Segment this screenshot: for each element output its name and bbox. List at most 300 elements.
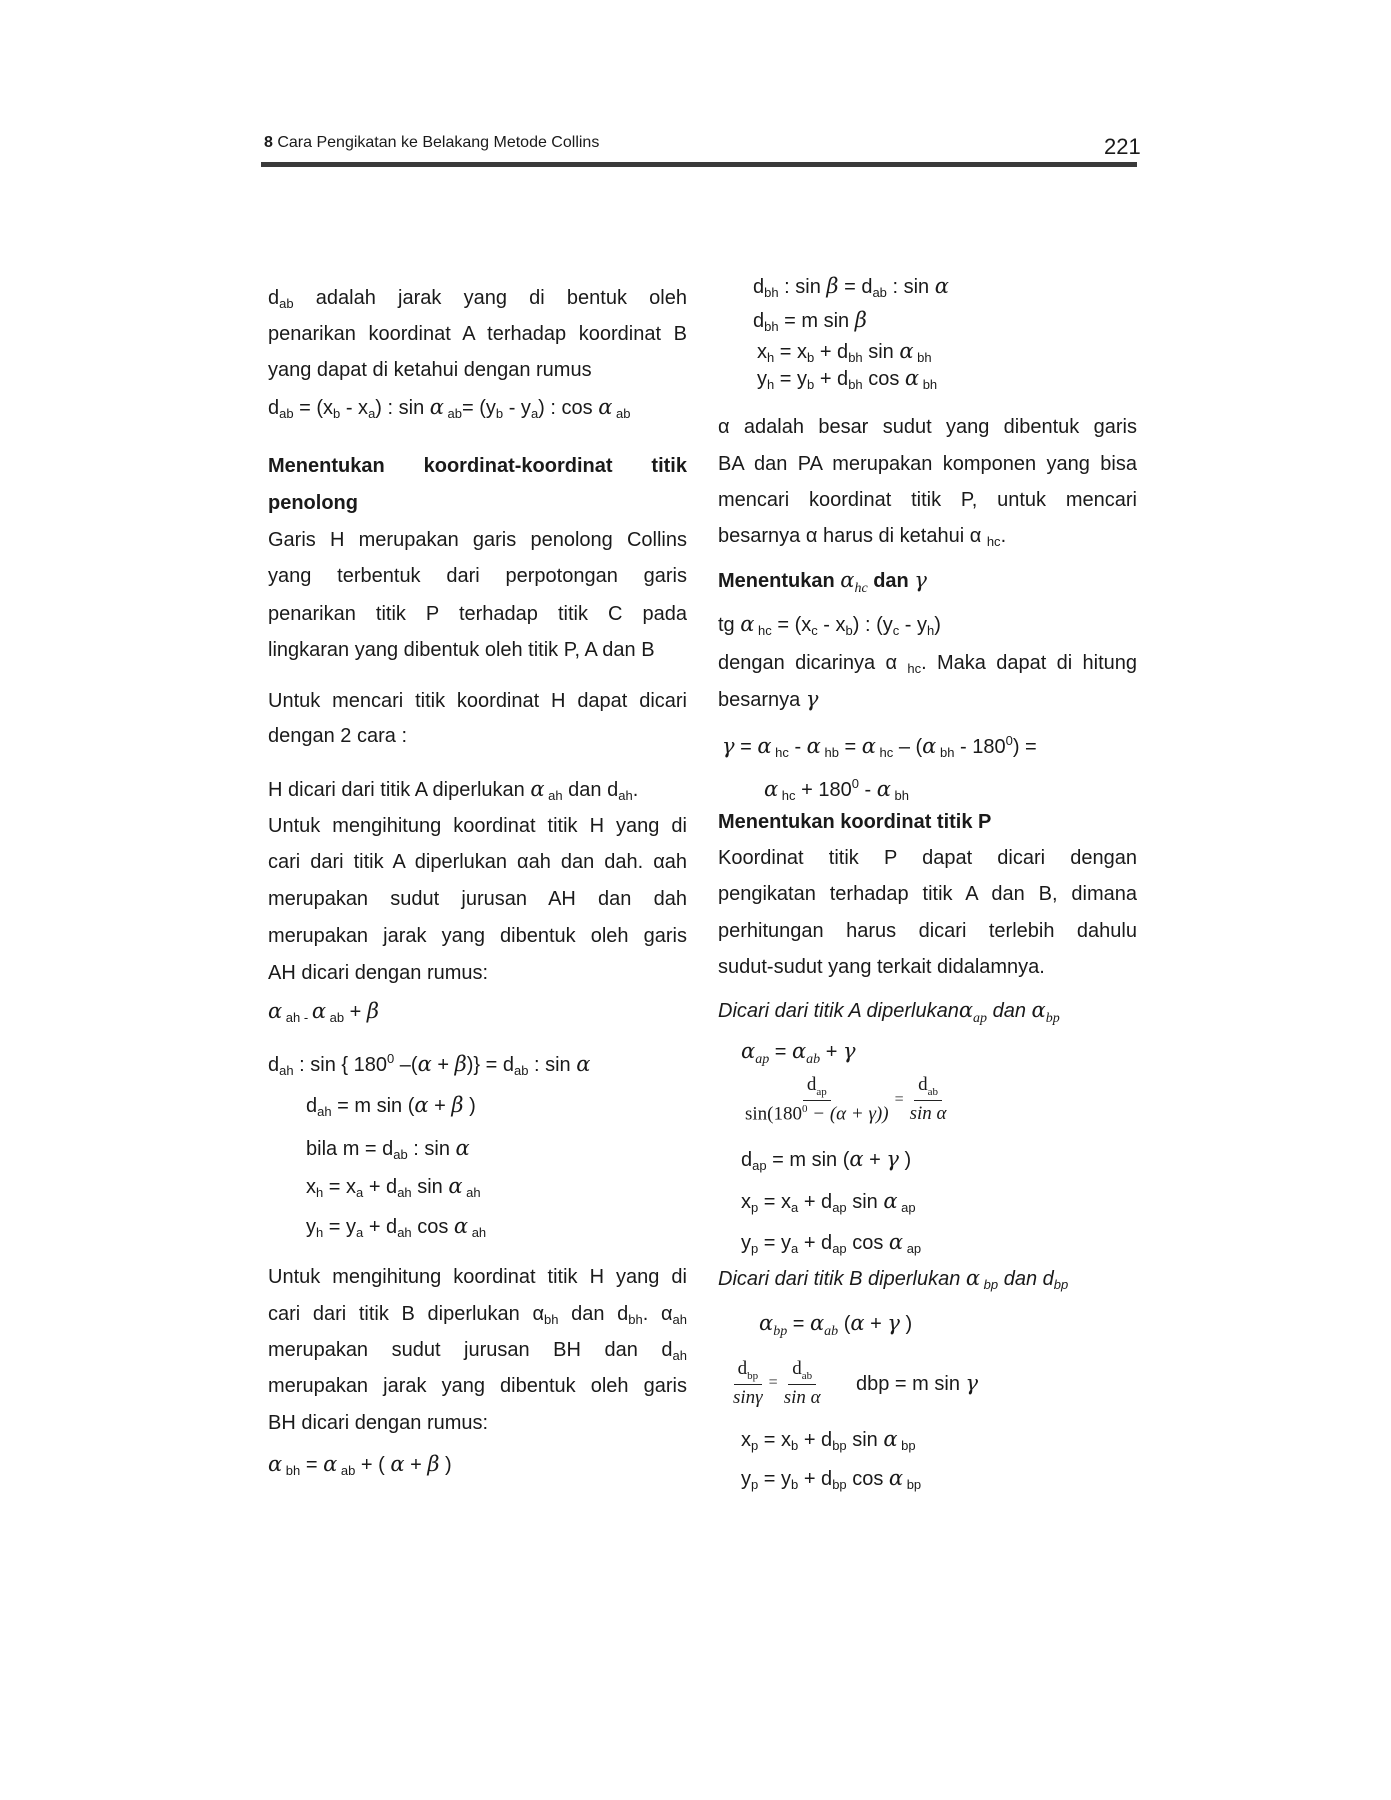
math-symbol: α bbox=[806, 734, 821, 758]
text-run: perhitungan harus dicari terlebih dahulu bbox=[718, 920, 1137, 942]
fraction-left bbox=[745, 1074, 889, 1125]
math-symbol: γ bbox=[722, 734, 735, 758]
math-symbol: α bbox=[888, 1230, 904, 1254]
text-line bbox=[268, 357, 687, 383]
math-symbol: γ bbox=[805, 687, 819, 711]
text-run: + bbox=[344, 1001, 367, 1023]
text-run: lingkaran yang dibentuk oleh titik P, A dan B bbox=[268, 639, 655, 661]
subscript: hc bbox=[854, 581, 868, 596]
text-run: d bbox=[741, 1149, 753, 1171]
math-symbol: α bbox=[876, 777, 891, 801]
text-line bbox=[268, 776, 687, 809]
text-line bbox=[268, 1373, 687, 1399]
text-run: d bbox=[753, 310, 765, 332]
text-run: = m sin ( bbox=[766, 1149, 850, 1171]
text-run: Garis H merupakan garis penolong Collins bbox=[268, 529, 687, 551]
text-line bbox=[268, 527, 687, 553]
text-run: Menentukan koordinat-koordinat titik bbox=[268, 455, 687, 477]
text-run: )} = d bbox=[466, 1054, 514, 1076]
text-line bbox=[718, 650, 1137, 682]
subscript: b bbox=[333, 406, 341, 421]
text-run: d bbox=[753, 276, 765, 298]
text-run: = (x bbox=[771, 614, 812, 636]
subscript: ab bbox=[337, 1463, 356, 1478]
text-line bbox=[718, 523, 1137, 555]
num-text: d bbox=[737, 1358, 748, 1379]
section-heading bbox=[718, 809, 1137, 835]
text-run: dengan dicarinya α bbox=[718, 652, 908, 674]
text-run: = y bbox=[758, 1468, 792, 1490]
subscript: b bbox=[845, 623, 853, 638]
subscript: h bbox=[316, 1185, 324, 1200]
text-run: x bbox=[741, 1191, 751, 1213]
subscript: b bbox=[495, 406, 504, 421]
text-run: + d bbox=[363, 1176, 398, 1198]
text-run: : sin { 180 bbox=[293, 1054, 387, 1076]
text-run: - x bbox=[340, 397, 369, 419]
num-text: d bbox=[806, 1074, 817, 1095]
math-symbol: β bbox=[427, 1452, 440, 1476]
superscript: 0 bbox=[851, 776, 859, 791]
den-rest: − (α + γ)) bbox=[807, 1103, 889, 1125]
subscript: ab bbox=[443, 406, 463, 421]
formula bbox=[741, 1465, 921, 1498]
text-line bbox=[718, 451, 1137, 477]
text-line bbox=[718, 997, 1137, 1032]
subscript: ap bbox=[897, 1200, 916, 1215]
text-run: = m sin bbox=[778, 310, 855, 332]
subscript: bh bbox=[913, 350, 932, 365]
text-run: penarikan titik P terhadap titik C pada bbox=[268, 603, 687, 625]
text-run: = x bbox=[758, 1191, 792, 1213]
text-run: besarnya α harus di ketahui α bbox=[718, 525, 987, 547]
math-symbol: γ bbox=[842, 1039, 856, 1063]
text-run: dan d bbox=[998, 1268, 1054, 1290]
numerator bbox=[803, 1074, 831, 1101]
text-run: + d bbox=[798, 1191, 833, 1213]
text-run: + bbox=[820, 1041, 843, 1063]
text-run: = (x bbox=[293, 397, 334, 419]
subscript: ab bbox=[279, 406, 294, 421]
math-symbol: γ bbox=[914, 568, 927, 592]
math-symbol: α bbox=[757, 734, 772, 758]
subscript: bh bbox=[628, 1312, 643, 1327]
math-symbol: α bbox=[530, 777, 545, 801]
formula bbox=[306, 1092, 476, 1125]
text-run: ) bbox=[439, 1454, 452, 1476]
text-run: Dicari dari titik A diperlukan bbox=[718, 1000, 959, 1022]
num-text: d bbox=[918, 1074, 928, 1096]
section-heading bbox=[268, 490, 687, 516]
numerator bbox=[914, 1074, 942, 1101]
subscript: h bbox=[767, 350, 775, 365]
text-line bbox=[718, 918, 1137, 944]
text-run: + bbox=[404, 1454, 428, 1476]
text-run: ) bbox=[899, 1313, 913, 1335]
subscript: ap bbox=[832, 1241, 847, 1256]
math-symbol: α bbox=[448, 1174, 463, 1198]
text-run: cos bbox=[846, 1468, 889, 1490]
subscript: bh bbox=[282, 1463, 301, 1478]
math-symbol: α bbox=[883, 1427, 898, 1451]
subscript: bp bbox=[832, 1438, 847, 1453]
math-symbol: α bbox=[850, 1311, 865, 1335]
superscript: 0 bbox=[387, 1051, 395, 1066]
text-run: - x bbox=[817, 614, 846, 636]
formula bbox=[718, 611, 1137, 644]
text-run: dengan 2 cara : bbox=[268, 725, 407, 747]
text-run: ) : cos bbox=[538, 397, 599, 419]
math-symbol: α bbox=[899, 339, 914, 363]
math-symbol: β bbox=[454, 1052, 467, 1076]
subscript: ab bbox=[326, 1010, 345, 1025]
math-symbol: α bbox=[268, 999, 283, 1023]
subscript: ap bbox=[755, 1052, 770, 1067]
den-sup: 0 bbox=[802, 1102, 808, 1115]
text-run: Untuk mencari titik koordinat H dapat dicari bbox=[268, 690, 687, 712]
text-line bbox=[268, 960, 687, 986]
text-run: cari dari titik B diperlukan α bbox=[268, 1303, 545, 1325]
subscript: ah bbox=[618, 788, 633, 803]
formula bbox=[753, 307, 867, 340]
math-symbol: α bbox=[809, 1311, 825, 1335]
math-symbol: β bbox=[826, 274, 839, 298]
text-line bbox=[718, 845, 1137, 871]
text-line bbox=[268, 813, 687, 839]
subscript: ah bbox=[468, 1225, 487, 1240]
formula bbox=[856, 1370, 978, 1397]
text-run: . bbox=[632, 779, 639, 801]
subscript: bh bbox=[848, 350, 863, 365]
subscript: hc bbox=[907, 661, 922, 676]
math-symbol: α bbox=[840, 568, 855, 592]
formula bbox=[268, 998, 687, 1031]
text-run: : sin bbox=[407, 1138, 456, 1160]
subscript: bp bbox=[903, 1477, 922, 1492]
chapter-title: Cara Pengikatan ke Belakang Metode Collins bbox=[272, 134, 600, 151]
text-run: dan d bbox=[562, 779, 619, 801]
fraction-right bbox=[910, 1074, 947, 1125]
formula bbox=[306, 1173, 481, 1206]
header-rule bbox=[261, 162, 1137, 167]
math-symbol: α bbox=[417, 1052, 432, 1076]
fraction-formula-ap bbox=[745, 1074, 947, 1125]
text-run: merupakan jarak yang dibentuk oleh garis bbox=[268, 1375, 687, 1397]
formula bbox=[741, 1038, 856, 1073]
subscript: bh bbox=[544, 1312, 559, 1327]
math-symbol: β bbox=[451, 1093, 464, 1117]
text-run: + d bbox=[363, 1216, 398, 1238]
math-symbol: α bbox=[922, 734, 937, 758]
text-run: sudut-sudut yang terkait didalamnya. bbox=[718, 956, 1045, 978]
text-run: + d bbox=[798, 1468, 833, 1490]
text-run: –( bbox=[394, 1054, 418, 1076]
subscript: bh bbox=[890, 788, 909, 803]
text-run: BA dan PA merupakan komponen yang bisa bbox=[718, 453, 1137, 475]
text-run: merupakan sudut jurusan AH dan dah bbox=[268, 888, 687, 910]
text-line bbox=[268, 321, 687, 347]
section-heading bbox=[268, 453, 687, 479]
text-run: dbp = m sin bbox=[856, 1373, 966, 1395]
text-run: yang dapat di ketahui dengan rumus bbox=[268, 359, 592, 381]
text-run: cari dari titik A diperlukan αah dan dah. αah bbox=[268, 851, 687, 873]
num-text: d bbox=[792, 1358, 802, 1379]
subscript: ah - bbox=[282, 1010, 312, 1025]
subscript: b bbox=[791, 1438, 799, 1453]
text-line bbox=[718, 686, 1137, 713]
formula bbox=[268, 1046, 687, 1084]
subscript: a bbox=[356, 1225, 364, 1240]
subscript: a bbox=[530, 406, 539, 421]
text-run: - bbox=[788, 736, 807, 758]
text-run: cos bbox=[862, 368, 905, 390]
text-run: BH dicari dengan rumus: bbox=[268, 1412, 489, 1434]
num-sub: bp bbox=[747, 1369, 759, 1382]
subscript: ah bbox=[544, 788, 563, 803]
equals-sign: = bbox=[768, 1374, 778, 1392]
subscript: ah bbox=[672, 1348, 687, 1363]
text-line bbox=[268, 601, 687, 627]
text-run: y bbox=[306, 1216, 316, 1238]
math-symbol: γ bbox=[887, 1311, 900, 1335]
subscript: ab bbox=[612, 406, 631, 421]
subscript: bh bbox=[764, 319, 779, 334]
subscript: ah bbox=[279, 1063, 294, 1078]
subscript: p bbox=[751, 1200, 759, 1215]
text-run: ) bbox=[934, 614, 941, 636]
math-symbol: β bbox=[366, 999, 380, 1023]
text-line bbox=[268, 886, 687, 912]
subscript: ab bbox=[513, 1063, 529, 1078]
numerator bbox=[734, 1358, 763, 1385]
subscript: bh bbox=[936, 745, 955, 760]
text-line bbox=[268, 1410, 687, 1436]
text-run: cos bbox=[411, 1216, 454, 1238]
subscript: bp bbox=[897, 1438, 916, 1453]
subscript: ab bbox=[872, 285, 887, 300]
text-run: ) = bbox=[1012, 736, 1037, 758]
formula bbox=[306, 1213, 486, 1246]
text-run: ) bbox=[463, 1095, 476, 1117]
text-run: penarikan koordinat A terhadap koordinat B bbox=[268, 323, 687, 345]
subscript: hc bbox=[754, 623, 772, 638]
subscript: bp bbox=[832, 1477, 847, 1492]
text-run: + d bbox=[814, 368, 849, 390]
math-symbol: α bbox=[849, 1147, 864, 1171]
text-run: cos bbox=[846, 1232, 889, 1254]
text-run: sin bbox=[411, 1176, 449, 1198]
text-line bbox=[268, 1301, 687, 1333]
equals-sign: = bbox=[894, 1090, 904, 1108]
text-line bbox=[718, 954, 1137, 980]
subscript: h bbox=[767, 377, 775, 392]
text-run: mencari koordinat titik P, untuk mencari bbox=[718, 489, 1137, 511]
text-run: tg bbox=[718, 614, 741, 636]
math-symbol: α bbox=[740, 612, 755, 636]
text-run: dan bbox=[867, 570, 915, 592]
text-run: + d bbox=[798, 1429, 833, 1451]
subscript: ab bbox=[806, 1052, 821, 1067]
text-run: besarnya bbox=[718, 689, 806, 711]
text-run: - bbox=[858, 779, 877, 801]
math-symbol: α bbox=[455, 1136, 470, 1160]
text-run: + bbox=[431, 1054, 455, 1076]
subscript: a bbox=[791, 1200, 799, 1215]
subscript: ap bbox=[752, 1158, 767, 1173]
denominator: sin α bbox=[783, 1386, 821, 1408]
text-run: penolong bbox=[268, 492, 358, 514]
text-run: - y bbox=[503, 397, 531, 419]
text-run: + ( bbox=[355, 1454, 391, 1476]
math-symbol: γ bbox=[965, 1371, 979, 1395]
text-line bbox=[268, 637, 687, 663]
text-line bbox=[718, 414, 1137, 440]
subscript: ah bbox=[397, 1185, 412, 1200]
text-run: + bbox=[864, 1313, 888, 1335]
subscript: ah bbox=[397, 1225, 412, 1240]
text-run: = y bbox=[323, 1216, 357, 1238]
math-symbol: α bbox=[268, 1452, 283, 1476]
formula bbox=[741, 1229, 921, 1262]
text-run: ) : sin bbox=[375, 397, 430, 419]
subscript: bh bbox=[919, 377, 938, 392]
text-run: x bbox=[741, 1429, 751, 1451]
text-run: yang terbentuk dari perpotongan garis bbox=[268, 565, 687, 587]
text-run: - 180 bbox=[954, 736, 1006, 758]
math-symbol: β bbox=[854, 308, 867, 332]
text-run: Koordinat titik P dapat dicari dengan bbox=[718, 847, 1137, 869]
math-symbol: α bbox=[429, 395, 444, 419]
fraction-formula-bp bbox=[733, 1358, 821, 1409]
text-run: Untuk mengihitung koordinat titik H yang di bbox=[268, 815, 687, 837]
math-symbol: α bbox=[888, 1466, 904, 1490]
subscript: ap bbox=[973, 1011, 988, 1026]
math-symbol: α bbox=[965, 1266, 981, 1290]
subscript: bp bbox=[773, 1324, 788, 1339]
formula bbox=[741, 1426, 916, 1459]
subscript: hc bbox=[875, 745, 894, 760]
text-run: H dicari dari titik A diperlukan bbox=[268, 779, 531, 801]
denominator bbox=[745, 1101, 889, 1125]
text-run: sin bbox=[846, 1191, 884, 1213]
fraction-right bbox=[784, 1358, 821, 1409]
subscript: p bbox=[751, 1477, 759, 1492]
subscript: b bbox=[807, 350, 815, 365]
math-symbol: α bbox=[861, 734, 876, 758]
text-line bbox=[718, 487, 1137, 513]
text-run: d bbox=[306, 1095, 318, 1117]
subscript: ab bbox=[824, 1324, 839, 1339]
subscript: ap bbox=[903, 1241, 922, 1256]
num-sub: ab bbox=[801, 1369, 813, 1382]
text-run: + bbox=[428, 1095, 452, 1117]
formula bbox=[759, 1310, 912, 1345]
math-symbol: α bbox=[1031, 998, 1046, 1022]
text-run: + bbox=[863, 1149, 887, 1171]
text-run: y bbox=[757, 368, 767, 390]
subscript: hb bbox=[820, 745, 839, 760]
text-run: = x bbox=[323, 1176, 357, 1198]
subscript: bh bbox=[848, 377, 863, 392]
formula bbox=[722, 728, 1037, 766]
formula bbox=[268, 394, 687, 427]
text-line bbox=[268, 723, 687, 749]
den-text: sin(180 bbox=[745, 1103, 802, 1125]
subscript: ab bbox=[279, 296, 294, 311]
section-heading bbox=[718, 567, 1137, 602]
running-header bbox=[264, 134, 599, 152]
math-symbol: α bbox=[390, 1452, 405, 1476]
text-run: : sin bbox=[886, 276, 935, 298]
subscript: bh bbox=[764, 285, 779, 300]
math-symbol: α bbox=[576, 1052, 591, 1076]
formula bbox=[753, 273, 949, 306]
text-run: . α bbox=[642, 1303, 673, 1325]
text-run: d bbox=[268, 397, 280, 419]
math-symbol: α bbox=[904, 366, 920, 390]
num-sub: ap bbox=[816, 1085, 827, 1098]
formula bbox=[306, 1135, 470, 1168]
subscript: bp bbox=[1045, 1011, 1060, 1026]
text-run: sin bbox=[846, 1429, 884, 1451]
text-line bbox=[268, 285, 687, 317]
text-run: AH dicari dengan rumus: bbox=[268, 962, 489, 984]
text-run: ( bbox=[838, 1313, 851, 1335]
math-symbol: α bbox=[883, 1189, 898, 1213]
text-run: Dicari dari titik B diperlukan bbox=[718, 1268, 966, 1290]
text-run: sin bbox=[862, 341, 900, 363]
math-symbol: α bbox=[764, 777, 779, 801]
math-symbol: α bbox=[958, 998, 974, 1022]
text-run: pengikatan terhadap titik A dan B, dimana bbox=[718, 883, 1137, 905]
text-run: = y bbox=[774, 368, 808, 390]
text-run: : sin bbox=[778, 276, 827, 298]
math-symbol: γ bbox=[886, 1147, 899, 1171]
text-run: . bbox=[1000, 525, 1007, 547]
formula bbox=[741, 1146, 911, 1179]
text-run: α adalah besar sudut yang dibentuk garis bbox=[718, 416, 1137, 438]
text-run: x bbox=[306, 1176, 316, 1198]
text-run: = bbox=[787, 1313, 810, 1335]
text-run: d bbox=[268, 287, 280, 309]
text-run: + 180 bbox=[795, 779, 852, 801]
text-run: = y bbox=[758, 1232, 792, 1254]
text-run: Menentukan bbox=[718, 570, 841, 592]
text-run: dan d bbox=[558, 1303, 629, 1325]
text-run: = d bbox=[838, 276, 873, 298]
text-run: merupakan jarak yang dibentuk oleh garis bbox=[268, 925, 687, 947]
subscript: hc bbox=[771, 745, 789, 760]
formula bbox=[741, 1188, 916, 1221]
chapter-number: 8 bbox=[264, 134, 273, 151]
text-run: Untuk mengihitung koordinat titik H yang di bbox=[268, 1266, 687, 1288]
subscript: h bbox=[316, 1225, 324, 1240]
subscript: h bbox=[927, 623, 935, 638]
text-line bbox=[268, 849, 687, 875]
math-symbol: α bbox=[453, 1214, 469, 1238]
text-line bbox=[268, 1264, 687, 1290]
subscript: b bbox=[807, 377, 815, 392]
subscript: hc bbox=[778, 788, 796, 803]
subscript: a bbox=[356, 1185, 364, 1200]
subscript: p bbox=[751, 1438, 759, 1453]
subscript: a bbox=[791, 1241, 799, 1256]
math-symbol: α bbox=[741, 1039, 756, 1063]
text-line bbox=[718, 881, 1137, 907]
subscript: bp bbox=[980, 1277, 999, 1292]
math-symbol: α bbox=[311, 999, 326, 1023]
subscript: p bbox=[751, 1241, 759, 1256]
